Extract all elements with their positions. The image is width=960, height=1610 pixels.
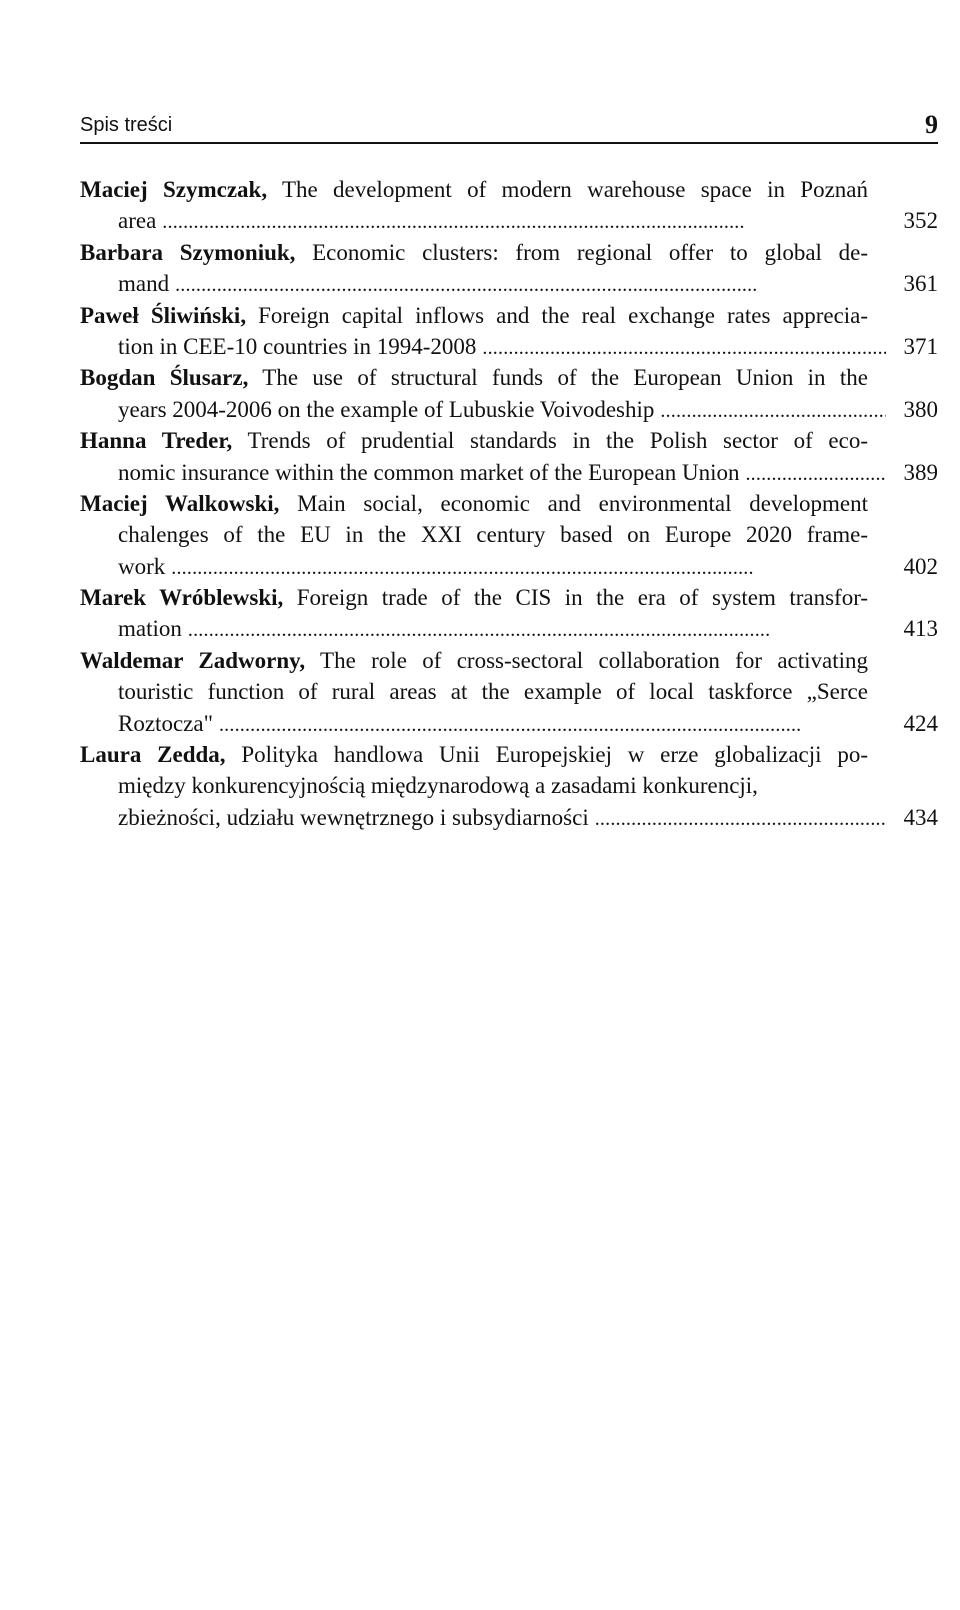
toc-author: Waldemar Zadworny, [80,647,306,673]
toc-page-number: 413 [903,616,938,642]
toc-page-number: 352 [903,208,938,234]
toc-title-end: Roztocza" [118,710,213,736]
toc-last-line [80,708,938,739]
toc-last-line [80,205,938,236]
dot-leader [745,459,886,490]
toc-title-start: Foreign trade of the CIS in the era of system transfor- [283,585,869,611]
toc-title-end: work [118,553,166,579]
toc-title-line: touristic function of rural areas at the example of local taskforce „Serce [118,679,868,705]
toc-last-line [80,268,938,299]
toc-last-line [80,802,938,833]
dot-leader [219,710,886,741]
toc-entry-first-line [80,174,938,205]
page-header [80,106,938,144]
toc-page-number: 389 [903,459,938,485]
running-head: Spis treści [80,114,173,136]
toc-entry-first-line [80,488,938,519]
toc-page-number: 371 [903,333,938,359]
toc-entry[interactable] [80,300,938,363]
toc-title-start: Trends of prudential standards in the Polish sector of eco- [232,428,868,454]
dot-leader [660,396,886,427]
page-number: 9 [925,110,938,139]
toc-last-line [80,331,938,362]
toc-entry-first-line [80,645,938,676]
toc-entry-first-line [80,582,938,613]
toc-last-line [80,394,938,425]
toc-author: Marek Wróblewski, [80,585,284,611]
toc-entry[interactable] [80,174,938,237]
dot-leader [162,207,886,238]
toc-title-end: nomic insurance within the common market of the European Union [118,459,740,485]
toc-entry-first-line [80,425,938,456]
toc-title-end: tion in CEE-10 countries in 1994-2008 [118,333,477,359]
toc-entry[interactable] [80,645,938,739]
toc-title-line: między konkurencyjnością międzynarodową a zasadami konkurencji, [118,773,758,799]
toc-author: Laura Zedda, [80,742,226,768]
toc-entry[interactable] [80,739,938,833]
toc-entry-first-line [80,362,938,393]
toc-author: Bogdan Ślusarz, [80,365,249,391]
toc-page-number: 424 [903,710,938,736]
toc-title-start: Main social, economic and environmental development [279,490,868,516]
toc-entry-first-line [80,237,938,268]
toc-title-start: The use of structural funds of the European Union in the [248,365,868,391]
toc-entry[interactable] [80,237,938,300]
toc-page-number: 434 [903,804,938,830]
toc-title-start: The role of cross-sectoral collaboration for activating [305,647,869,673]
dot-leader [171,553,886,584]
toc-author: Maciej Walkowski, [80,490,280,516]
toc-title-line: chalenges of the EU in the XXI century based on Europe 2020 frame- [118,522,869,548]
toc-entry[interactable] [80,488,938,582]
toc-page-number: 380 [903,396,938,422]
table-of-contents [80,174,938,833]
toc-title-start: Polityka handlowa Unii Europejskiej w erze globalizacji po- [225,742,868,768]
toc-author: Barbara Szymoniuk, [80,239,296,265]
toc-last-line [80,551,938,582]
toc-last-line [80,613,938,644]
toc-author: Hanna Treder, [80,428,233,454]
toc-title-end: mation [118,616,182,642]
toc-entry[interactable] [80,362,938,425]
toc-title-start: Economic clusters: from regional offer to global de- [295,239,869,265]
toc-last-line [80,457,938,488]
toc-title-start: Foreign capital inflows and the real exchange rates apprecia- [246,302,869,328]
dot-leader [595,804,886,835]
toc-title-end: area [118,208,157,234]
toc-title-start: The development of modern warehouse space in Poznań [267,177,868,202]
toc-entry-first-line [80,739,938,770]
toc-title-end: zbieżności, udziału wewnętrznego i subsydiarności [118,804,589,830]
toc-author: Maciej Szymczak, [80,177,268,202]
dot-leader [482,333,886,364]
toc-page-number: 361 [903,271,938,297]
toc-page-number: 402 [903,553,938,579]
toc-title-end: years 2004-2006 on the example of Lubuskie Voivodeship [118,396,655,422]
toc-entry[interactable] [80,582,938,645]
dot-leader [175,270,886,301]
toc-author: Paweł Śliwiński, [80,302,247,328]
toc-entry[interactable] [80,425,938,488]
dot-leader [188,615,886,646]
toc-title-end: mand [118,271,170,297]
toc-entry-first-line [80,300,938,331]
